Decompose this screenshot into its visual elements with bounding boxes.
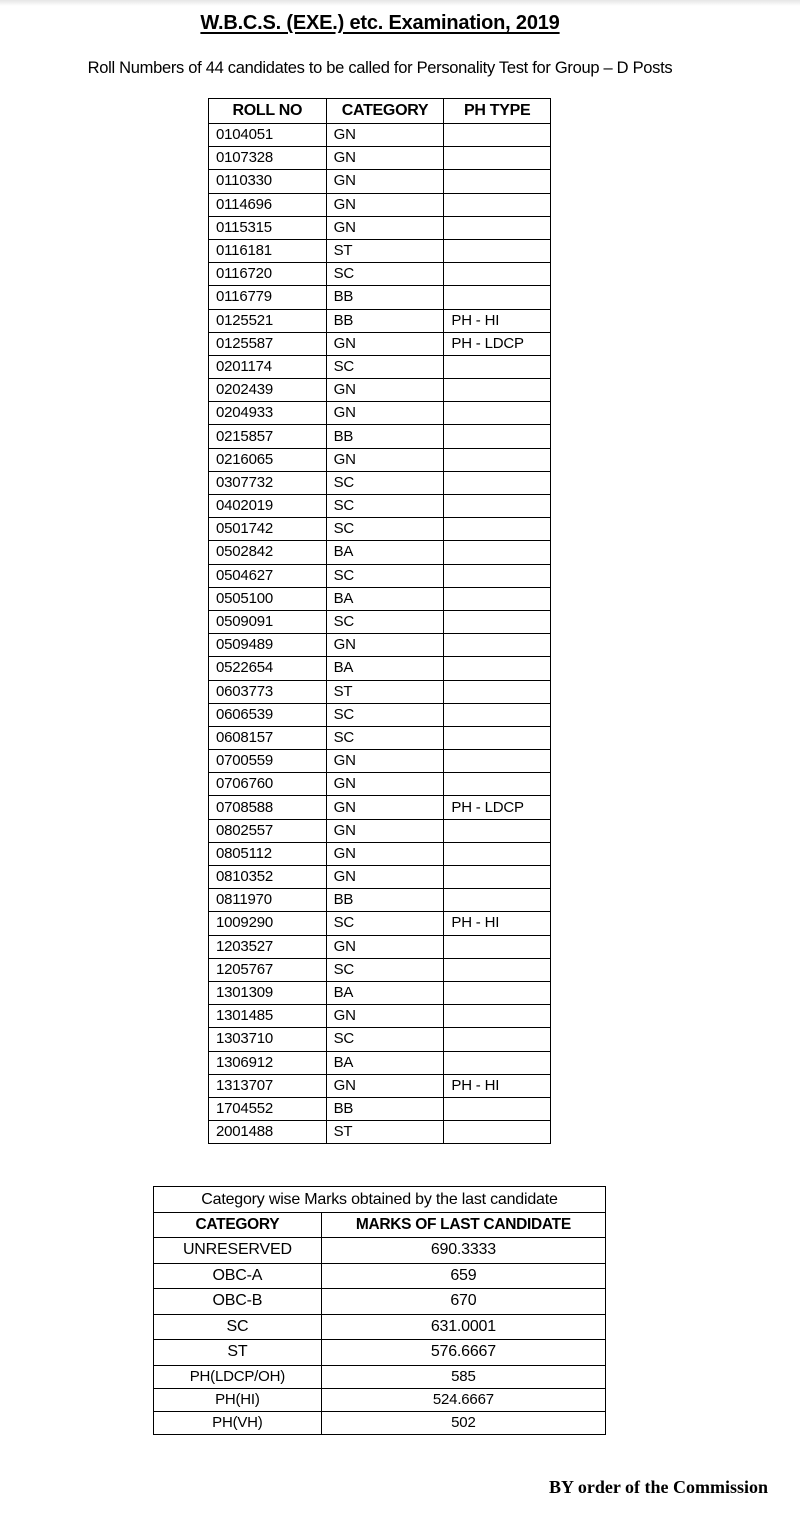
table-row <box>209 1051 551 1074</box>
cell-category: GN <box>326 1005 444 1028</box>
cell-roll-no: 0110330 <box>209 170 327 193</box>
cell-roll-no: 1306912 <box>209 1051 327 1074</box>
cell-ph-type <box>444 842 551 865</box>
cell-category: GN <box>326 216 444 239</box>
table-row <box>209 889 551 912</box>
cell-category: BA <box>326 541 444 564</box>
cell-roll-no: 2001488 <box>209 1121 327 1144</box>
cell-roll-no: 0402019 <box>209 495 327 518</box>
document-title: W.B.C.S. (EXE.) etc. Examination, 2019 <box>200 12 560 34</box>
table-row <box>154 1238 606 1264</box>
cell-roll-no: 0116720 <box>209 263 327 286</box>
table-row <box>209 286 551 309</box>
cell-roll-no: 0115315 <box>209 216 327 239</box>
cell-ph-type <box>444 286 551 309</box>
cell-roll-no: 0125587 <box>209 332 327 355</box>
table-row <box>209 332 551 355</box>
cell-roll-no: 0706760 <box>209 773 327 796</box>
cell-category: BB <box>326 889 444 912</box>
table-row <box>209 1097 551 1120</box>
cell-category: ST <box>326 1121 444 1144</box>
cell-category: GN <box>326 124 444 147</box>
cell-marks: 585 <box>321 1365 605 1388</box>
table-row <box>209 981 551 1004</box>
cell-ph-type <box>444 495 551 518</box>
cell-roll-no: 0104051 <box>209 124 327 147</box>
cell-ph-type <box>444 471 551 494</box>
cell-roll-no: 1313707 <box>209 1074 327 1097</box>
table-row <box>209 657 551 680</box>
cell-roll-no: 0522654 <box>209 657 327 680</box>
cell-roll-no: 0603773 <box>209 680 327 703</box>
table-row <box>209 866 551 889</box>
cell-category: SC <box>326 1028 444 1051</box>
cell-roll-no: 0116779 <box>209 286 327 309</box>
cell-ph-type <box>444 680 551 703</box>
cell-category: BB <box>326 425 444 448</box>
cell-roll-no: 0502842 <box>209 541 327 564</box>
cell-roll-no: 0802557 <box>209 819 327 842</box>
cell-marks: 690.3333 <box>321 1238 605 1264</box>
cell-roll-no: 0811970 <box>209 889 327 912</box>
cell-category: GN <box>326 842 444 865</box>
table-row <box>209 402 551 425</box>
table-row <box>209 796 551 819</box>
cell-category: GN <box>326 866 444 889</box>
table-row <box>209 495 551 518</box>
table-row <box>209 610 551 633</box>
cell-category: GN <box>326 819 444 842</box>
cell-roll-no: 0114696 <box>209 193 327 216</box>
cell-roll-no: 0504627 <box>209 564 327 587</box>
cell-ph-type <box>444 379 551 402</box>
cell-ph-type <box>444 216 551 239</box>
cell-roll-no: 0509091 <box>209 610 327 633</box>
marks-table-caption: Category wise Marks obtained by the last candidate <box>154 1187 606 1213</box>
table-row <box>209 1074 551 1097</box>
header-roll-no: ROLL NO <box>209 99 327 124</box>
cell-category: BA <box>326 981 444 1004</box>
cell-roll-no: 0810352 <box>209 866 327 889</box>
table-row <box>209 379 551 402</box>
cell-ph-type <box>444 657 551 680</box>
table-row <box>209 471 551 494</box>
cell-ph-type: PH - LDCP <box>444 332 551 355</box>
table-row <box>209 309 551 332</box>
cell-roll-no: 0608157 <box>209 726 327 749</box>
top-edge-shadow <box>0 0 800 6</box>
table-row <box>209 193 551 216</box>
cell-category: SC <box>326 703 444 726</box>
table-row <box>209 448 551 471</box>
cell-category: ST <box>326 680 444 703</box>
cell-ph-type <box>444 1051 551 1074</box>
cell-ph-type <box>444 448 551 471</box>
table-row <box>209 170 551 193</box>
cell-category: SC <box>326 518 444 541</box>
cell-category: GN <box>326 402 444 425</box>
cell-roll-no: 0116181 <box>209 239 327 262</box>
table-row <box>209 680 551 703</box>
cell-ph-type <box>444 610 551 633</box>
header-category: CATEGORY <box>154 1213 322 1238</box>
cell-ph-type <box>444 1005 551 1028</box>
cell-roll-no: 1205767 <box>209 958 327 981</box>
header-ph-type: PH TYPE <box>444 99 551 124</box>
cell-marks: 659 <box>321 1263 605 1289</box>
cell-ph-type <box>444 147 551 170</box>
cell-category: BB <box>326 286 444 309</box>
table-row <box>209 124 551 147</box>
table-row <box>154 1388 606 1411</box>
table-row <box>154 1314 606 1340</box>
table-header-row <box>209 99 551 124</box>
cell-roll-no: 1203527 <box>209 935 327 958</box>
cell-marks: 631.0001 <box>321 1314 605 1340</box>
candidates-table-body <box>209 124 551 1144</box>
cell-category: GN <box>326 170 444 193</box>
cell-ph-type <box>444 1097 551 1120</box>
table-row <box>209 239 551 262</box>
cell-ph-type: PH - HI <box>444 1074 551 1097</box>
cell-ph-type <box>444 1028 551 1051</box>
table-row <box>209 935 551 958</box>
cell-marks: 524.6667 <box>321 1388 605 1411</box>
cell-roll-no: 1303710 <box>209 1028 327 1051</box>
cell-category: PH(VH) <box>154 1411 322 1434</box>
cell-category: SC <box>326 263 444 286</box>
cell-ph-type <box>444 866 551 889</box>
table-row <box>209 842 551 865</box>
cell-category: SC <box>326 471 444 494</box>
cell-category: UNRESERVED <box>154 1238 322 1264</box>
cell-roll-no: 0805112 <box>209 842 327 865</box>
cell-category: ST <box>326 239 444 262</box>
cell-category: SC <box>326 726 444 749</box>
cell-category: OBC-A <box>154 1263 322 1289</box>
table-row <box>154 1365 606 1388</box>
cell-category: GN <box>326 773 444 796</box>
cell-category: GN <box>326 1074 444 1097</box>
cell-roll-no: 0708588 <box>209 796 327 819</box>
cell-category: SC <box>326 958 444 981</box>
cell-category: GN <box>326 634 444 657</box>
cell-category: SC <box>326 610 444 633</box>
candidates-table <box>208 98 551 1144</box>
table-row <box>209 263 551 286</box>
cell-ph-type <box>444 750 551 773</box>
cell-roll-no: 1301485 <box>209 1005 327 1028</box>
cell-roll-no: 0202439 <box>209 379 327 402</box>
cell-category: BA <box>326 1051 444 1074</box>
cell-ph-type <box>444 773 551 796</box>
table-row <box>209 216 551 239</box>
cell-category: GN <box>326 379 444 402</box>
table-row <box>209 541 551 564</box>
cell-ph-type: PH - HI <box>444 309 551 332</box>
cell-roll-no: 1009290 <box>209 912 327 935</box>
cell-ph-type <box>444 726 551 749</box>
cell-category: ST <box>154 1340 322 1366</box>
marks-caption-row <box>154 1187 606 1213</box>
table-row <box>209 819 551 842</box>
cell-category: GN <box>326 147 444 170</box>
cell-ph-type <box>444 239 551 262</box>
cell-ph-type <box>444 634 551 657</box>
header-marks-of-last-candidate: MARKS OF LAST CANDIDATE <box>321 1213 605 1238</box>
cell-category: SC <box>326 355 444 378</box>
cell-ph-type <box>444 819 551 842</box>
cell-category: GN <box>326 796 444 819</box>
cell-category: BA <box>326 657 444 680</box>
table-row <box>209 147 551 170</box>
cell-roll-no: 0107328 <box>209 147 327 170</box>
table-row <box>209 1005 551 1028</box>
header-category: CATEGORY <box>326 99 444 124</box>
cell-category: GN <box>326 935 444 958</box>
cell-ph-type <box>444 935 551 958</box>
table-row <box>209 587 551 610</box>
cell-ph-type <box>444 402 551 425</box>
cell-category: GN <box>326 448 444 471</box>
cell-ph-type <box>444 889 551 912</box>
table-row <box>154 1411 606 1434</box>
cell-ph-type <box>444 1121 551 1144</box>
cell-ph-type <box>444 263 551 286</box>
cell-category: GN <box>326 750 444 773</box>
cell-roll-no: 0509489 <box>209 634 327 657</box>
cell-category: SC <box>154 1314 322 1340</box>
cell-marks: 670 <box>321 1289 605 1315</box>
cell-roll-no: 1704552 <box>209 1097 327 1120</box>
cell-ph-type <box>444 124 551 147</box>
cell-marks: 576.6667 <box>321 1340 605 1366</box>
table-row <box>209 773 551 796</box>
cell-category: SC <box>326 912 444 935</box>
cell-ph-type: PH - HI <box>444 912 551 935</box>
cell-category: GN <box>326 332 444 355</box>
cell-roll-no: 0606539 <box>209 703 327 726</box>
cell-marks: 502 <box>321 1411 605 1434</box>
marks-table <box>153 1186 606 1435</box>
cell-ph-type: PH - LDCP <box>444 796 551 819</box>
cell-category: SC <box>326 564 444 587</box>
cell-roll-no: 0125521 <box>209 309 327 332</box>
cell-roll-no: 0216065 <box>209 448 327 471</box>
cell-ph-type <box>444 564 551 587</box>
table-row <box>209 726 551 749</box>
table-row <box>209 518 551 541</box>
table-row <box>209 703 551 726</box>
table-row <box>209 355 551 378</box>
cell-ph-type <box>444 170 551 193</box>
cell-ph-type <box>444 425 551 448</box>
marks-table-body <box>154 1238 606 1435</box>
cell-ph-type <box>444 193 551 216</box>
cell-category: BA <box>326 587 444 610</box>
table-row <box>209 958 551 981</box>
table-row <box>209 1121 551 1144</box>
cell-roll-no: 0501742 <box>209 518 327 541</box>
cell-roll-no: 0204933 <box>209 402 327 425</box>
cell-roll-no: 1301309 <box>209 981 327 1004</box>
cell-ph-type <box>444 958 551 981</box>
cell-ph-type <box>444 587 551 610</box>
table-row <box>209 564 551 587</box>
cell-ph-type <box>444 355 551 378</box>
cell-category: PH(LDCP/OH) <box>154 1365 322 1388</box>
cell-category: GN <box>326 193 444 216</box>
cell-category: OBC-B <box>154 1289 322 1315</box>
cell-roll-no: 0700559 <box>209 750 327 773</box>
cell-roll-no: 0307732 <box>209 471 327 494</box>
table-row <box>209 634 551 657</box>
document-subtitle: Roll Numbers of 44 candidates to be called for Personality Test for Group – D Posts <box>87 59 673 77</box>
cell-category: BB <box>326 309 444 332</box>
marks-header-row <box>154 1213 606 1238</box>
cell-roll-no: 0215857 <box>209 425 327 448</box>
cell-ph-type <box>444 518 551 541</box>
table-row <box>209 750 551 773</box>
cell-category: SC <box>326 495 444 518</box>
table-row <box>154 1289 606 1315</box>
table-row <box>209 912 551 935</box>
cell-roll-no: 0505100 <box>209 587 327 610</box>
cell-category: PH(HI) <box>154 1388 322 1411</box>
footer-signature: BY order of the Commission <box>549 1477 768 1497</box>
table-row <box>154 1263 606 1289</box>
cell-ph-type <box>444 703 551 726</box>
cell-ph-type <box>444 981 551 1004</box>
cell-category: BB <box>326 1097 444 1120</box>
table-row <box>209 425 551 448</box>
table-row <box>154 1340 606 1366</box>
cell-ph-type <box>444 541 551 564</box>
table-row <box>209 1028 551 1051</box>
cell-roll-no: 0201174 <box>209 355 327 378</box>
